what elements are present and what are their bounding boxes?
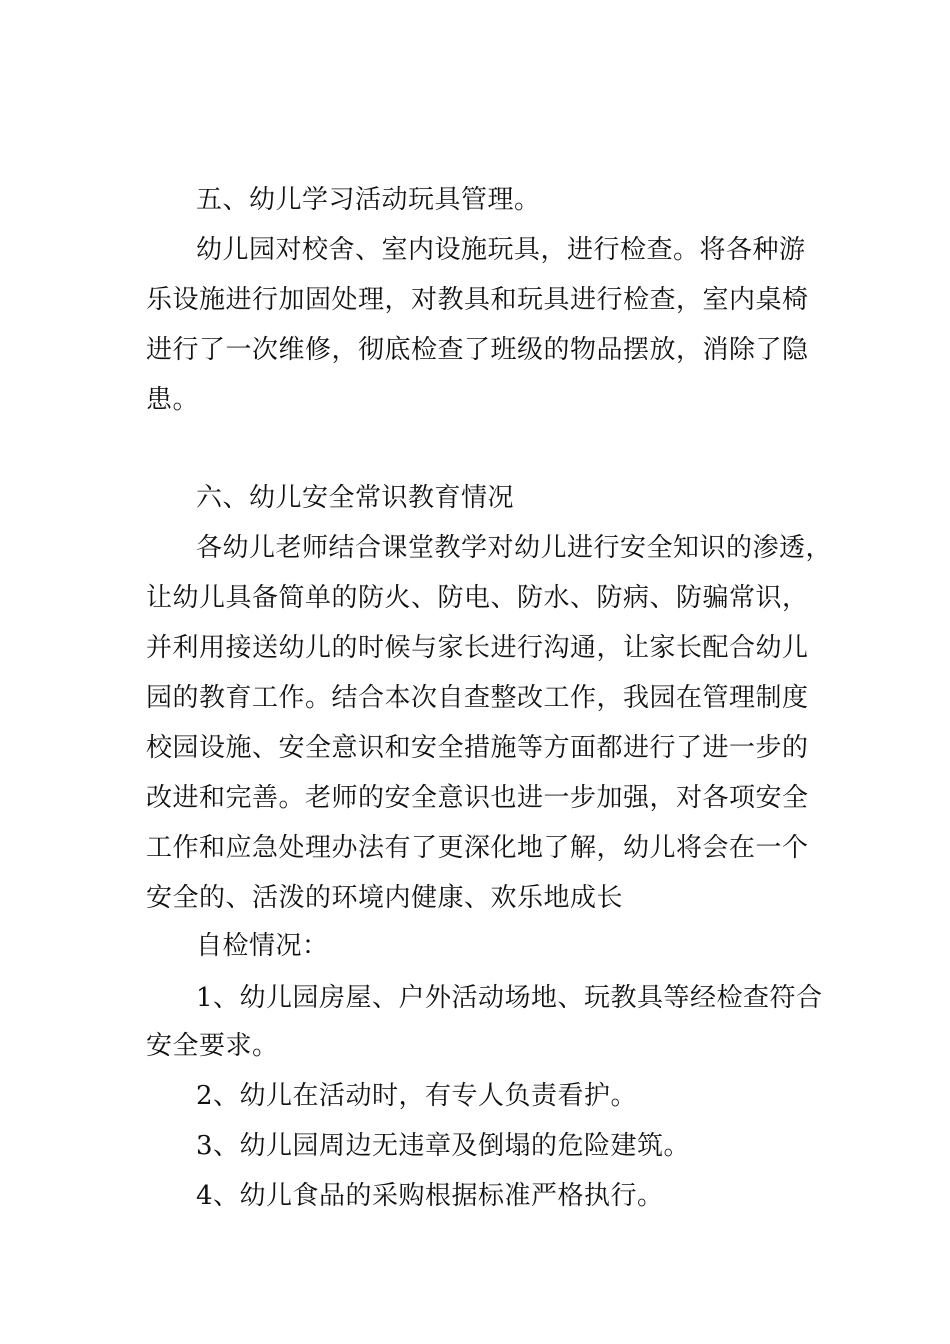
paragraph-line: 校园设施、安全意识和安全措施等方面都进行了进一步的 xyxy=(146,733,809,763)
paragraph-line: 患。 xyxy=(146,385,200,415)
paragraph-line: 进行了一次维修，彻底检查了班级的物品摆放，消除了隐 xyxy=(146,335,809,365)
paragraph-line: 幼儿园对校舍、室内设施玩具，进行检查。将各种游 xyxy=(196,235,806,265)
paragraph-line: 让幼儿具备简单的防火、防电、防水、防病、防骗常识， xyxy=(146,583,809,613)
paragraph-line: 安全的、活泼的环境内健康、欢乐地成长 xyxy=(146,883,624,913)
list-item: 4、幼儿食品的采购根据标准严格执行。 xyxy=(196,1181,664,1211)
list-item: 1、幼儿园房屋、户外活动场地、玩教具等经检查符合 xyxy=(196,983,823,1013)
paragraph-line: 园的教育工作。结合本次自查整改工作，我园在管理制度 xyxy=(146,683,809,713)
list-item-continuation: 安全要求。 xyxy=(146,1031,279,1061)
paragraph-line: 工作和应急处理办法有了更深化地了解，幼儿将会在一个 xyxy=(146,833,809,863)
self-check-heading: 自检情况： xyxy=(196,931,329,961)
list-item: 3、幼儿园周边无违章及倒塌的危险建筑。 xyxy=(196,1131,691,1161)
paragraph-line: 乐设施进行加固处理，对教具和玩具进行检查，室内桌椅 xyxy=(146,285,809,315)
paragraph-line: 各幼儿老师结合课堂教学对幼儿进行安全知识的渗透， xyxy=(196,533,833,563)
paragraph-line: 改进和完善。老师的安全意识也进一步加强，对各项安全 xyxy=(146,783,809,813)
section-heading-6: 六、幼儿安全常识教育情况 xyxy=(196,483,515,513)
paragraph-line: 并利用接送幼儿的时候与家长进行沟通，让家长配合幼儿 xyxy=(146,633,809,663)
list-item: 2、幼儿在活动时，有专人负责看护。 xyxy=(196,1081,638,1111)
section-heading-5: 五、幼儿学习活动玩具管理。 xyxy=(196,185,541,215)
